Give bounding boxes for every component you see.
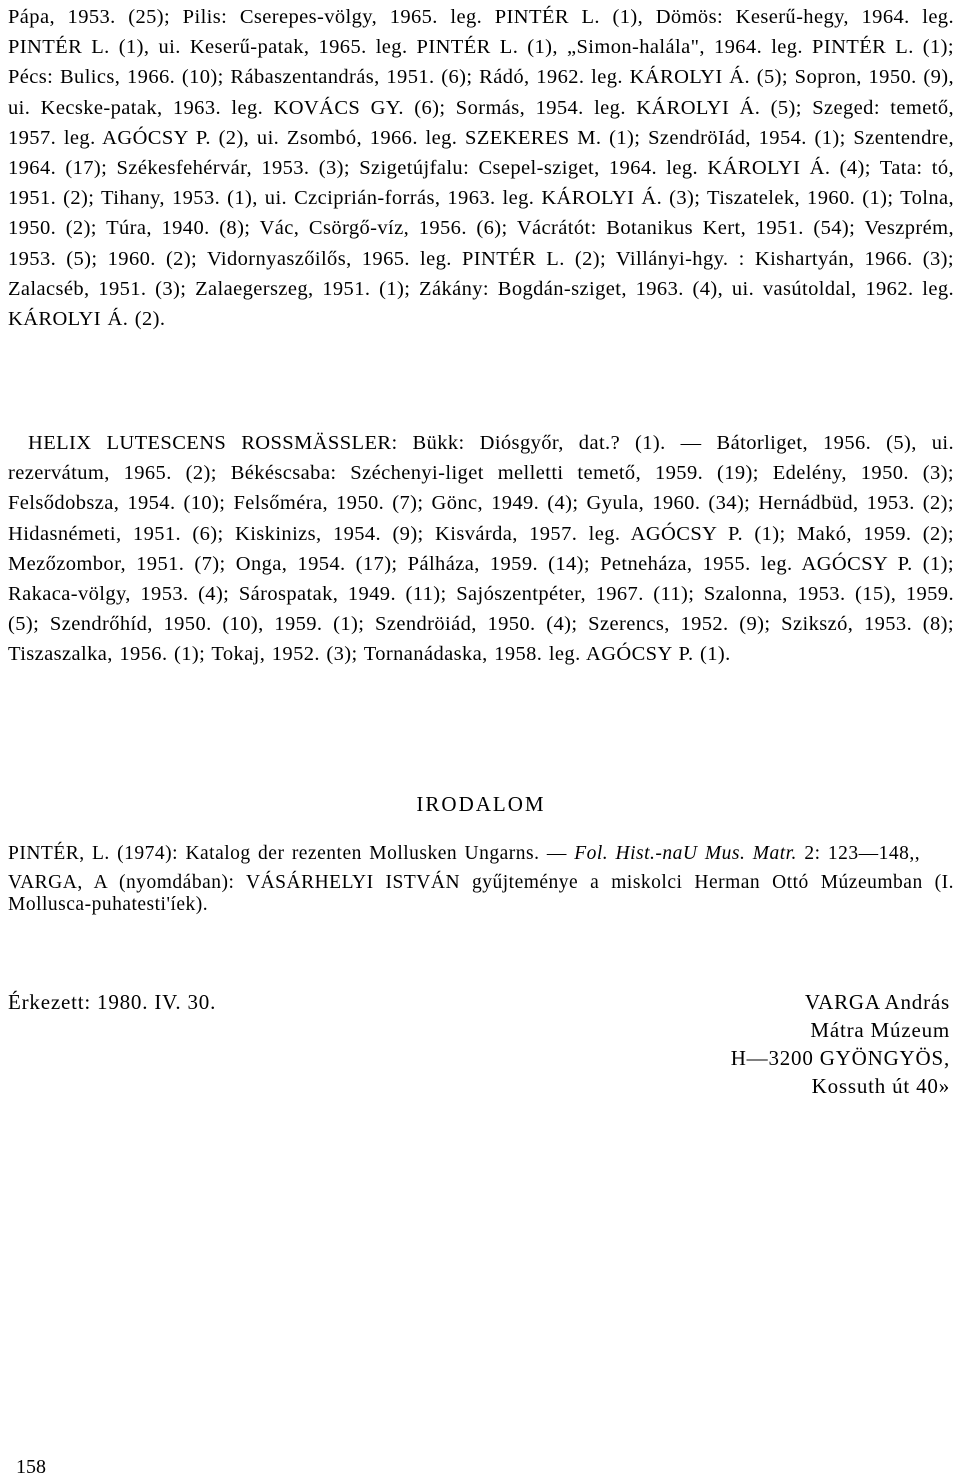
references-heading: IRODALOM <box>416 792 546 816</box>
author-name: VARGA András <box>804 990 950 1014</box>
reference-text: PINTÉR, L. (1974): Katalog der rezenten Mollusken Ungarns. — <box>8 843 575 864</box>
author-street: Kossuth út 40» <box>811 1074 950 1098</box>
received-date: Érkezett: 1980. IV. 30. <box>8 990 217 1014</box>
reference-text: 2: 123—148,, <box>796 843 921 864</box>
journal-title: Fol. Hist.-naU Mus. Matr. <box>574 843 797 864</box>
references-list <box>8 843 954 923</box>
reference-item <box>8 843 954 866</box>
paragraph-text: Pápa, 1953. (25); Pilis: Cserepes-völgy, 1965. leg. PINTÉR L. (1), Dömös: Keserű-hegy, 1964. leg. PINTÉR L. (1), ui. Keserű-patak, 1965. leg. PINTÉR L. (1), „Simon-halála", 1964. leg. PINTÉR L. (1); Pécs: Bulics, 1966. (10); Rábaszentandrás, 1951. (6); Rádó, 1962. leg. KÁROLYI Á. (5); Sopron, 1950. (9), ui. Kecske-patak, 1963. leg. KOVÁCS GY. (6); Sormás, 1954. leg. KÁROLYI Á. (5); Szeged: temető, 1957. leg. AGÓCSY P. (2), ui. Zsombó, 1966. leg. SZEKERES M. (1); SzendröIád, 1954. (1); Szentendre, 1964. (17); Székesfehérvár, 1953. (3); Szigetújfalu: Csepel-sziget, 1964. leg. KÁROLYI Á. (4); Tata: tó, 1951. (2); Tihany, 1953. (1), ui. Czciprián-forrás, 1963. leg. KÁROLYI Á. (3); Tiszatelek, 1960. (1); Tolna, 1950. (2); Túra, 1940. (8); Vác, Csörgő-víz, 1956. (6); Vácrátót: Botanikus Kert, 1951. (54); Veszprém, 1953. (5); 1960. (2); Vidornyaszőilős, 1965. leg. PINTÉR L. (2); Villányi-hgy. : Kishartyán, 1966. (3); Zalacséb, 1951. (3); Zalaegerszeg, 1951. (1); Zákány: Bogdán-sziget, 1963. (4), ui. vasútoldal, 1962. leg. KÁROLYI Á. (2). <box>8 6 954 331</box>
page-number: 158 <box>16 1456 46 1478</box>
document-page <box>8 0 954 1483</box>
author-institution: Mátra Múzeum <box>810 1018 950 1042</box>
locality-paragraph-1 <box>8 2 954 334</box>
author-city: H—3200 GYÖNGYÖS, <box>730 1046 950 1070</box>
reference-item: VARGA, A (nyomdában): VÁSÁRHELYI ISTVÁN gyűjteménye a miskolci Herman Ottó Múzeumban (I. Mollusca-puhatesti'íek). <box>8 871 954 915</box>
author-address <box>731 988 950 1100</box>
locality-paragraph-helix-lutescens <box>8 428 954 670</box>
paragraph-text: HELIX LUTESCENS ROSSMÄSSLER: Bükk: Diósgyőr, dat.? (1). — Bátorliget, 1956. (5), ui. rezervátum, 1965. (2); Békéscsaba: Széchenyi-liget melletti temető, 1959. (19); Edelény, 1950. (3); Felsődobsza, 1954. (10); Felsőméra, 1950. (7); Gönc, 1949. (4); Gyula, 1960. (34); Hernádbüd, 1953. (2); Hidasnémeti, 1951. (6); Kiskinizs, 1954. (9); Kisvárda, 1957. leg. AGÓCSY P. (1); Makó, 1959. (2); Mezőzombor, 1951. (7); Onga, 1954. (17); Pálháza, 1959. (14); Petneháza, 1955. leg. AGÓCSY P. (1); Rakaca-völgy, 1953. (4); Sárospatak, 1949. (11); Sajószentpéter, 1967. (11); Szalonna, 1953. (15), 1959. (5); Szendrőhíd, 1950. (10), 1959. (1); Szendröiád, 1950. (4); Szerencs, 1952. (9); Szikszó, 1953. (8); Tiszaszalka, 1956. (1); Tokaj, 1952. (3); Tornanádaska, 1958. leg. AGÓCSY P. (1). <box>8 432 954 666</box>
